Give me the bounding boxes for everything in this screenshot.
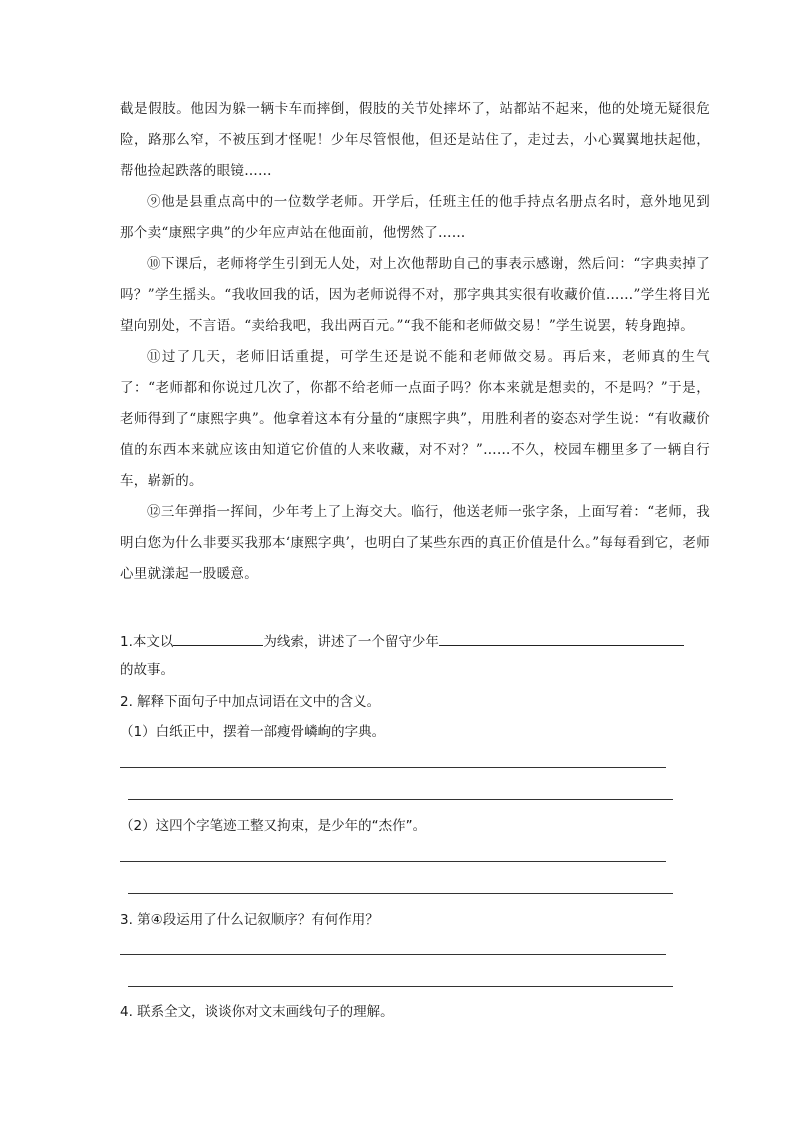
answer-line[interactable] <box>128 799 673 800</box>
answer-line[interactable] <box>120 767 666 768</box>
question-1-prefix: 1.本文以 <box>120 634 174 650</box>
answer-line[interactable] <box>128 893 673 894</box>
question-2-part-2: （2）这四个字笔迹工整又拘束，是少年的“杰作”。 <box>120 818 427 834</box>
question-1 <box>120 628 720 684</box>
reading-passage <box>120 94 710 590</box>
answer-line[interactable] <box>120 861 666 862</box>
paragraph-10: ⑩下课后，老师将学生引到无人处，对上次他帮助自己的事表示感谢，然后问：“字典卖掉了吗？”学生摇头。“我收回我的话，因为老师说得不对，那字典其实很有收藏价值……”学生将目光望向别处，不言语。“卖给我吧，我出两百元。”“我不能和老师做交易！”学生说罢，转身跑掉。 <box>120 256 710 334</box>
answer-blank-clue[interactable] <box>173 631 263 646</box>
question-2: 2. 解释下面句子中加点词语在文中的含义。 <box>120 694 381 710</box>
answer-line[interactable] <box>128 986 673 987</box>
question-1-middle: 为线索，讲述了一个留守少年 <box>263 634 439 650</box>
question-2-part-1: （1）白纸正中，摆着一部瘦骨嶙峋的字典。 <box>120 724 386 740</box>
answer-line[interactable] <box>120 954 666 955</box>
paragraph-9: ⑨他是县重点高中的一位数学老师。开学后，任班主任的他手持点名册点名时，意外地见到那个卖“康熙字典”的少年应声站在他面前，他愣然了…… <box>120 194 710 241</box>
answer-blank-story[interactable] <box>439 631 684 646</box>
paragraph-12: ⑫三年弹指一挥间，少年考上了上海交大。临行，他送老师一张字条，上面写着：“老师，我明白您为什么非要买我那本‘康熙字典’，也明白了某些东西的真正价值是什么。”每每看到它，老师心里就漾起一股暖意。 <box>120 504 710 582</box>
paragraph-continued: 截是假肢。他因为躲一辆卡车而摔倒，假肢的关节处摔坏了，站都站不起来，他的处境无疑很危险，路那么窄，不被压到才怪呢！少年尽管恨他，但还是站住了，走过去，小心翼翼地扶起他，帮他捡起跌落的眼镜…… <box>120 101 710 179</box>
question-1-suffix: 的故事。 <box>120 662 174 678</box>
paragraph-11: ⑪过了几天，老师旧话重提，可学生还是说不能和老师做交易。再后来，老师真的生气了：“老师都和你说过几次了，你都不给老师一点面子吗？你本来就是想卖的，不是吗？”于是，老师得到了“康熙字典”。他拿着这本有分量的“康熙字典”，用胜利者的姿态对学生说：“有收藏价值的东西本来就应该由知道它价值的人来收藏，对不对？”……不久，校园车棚里多了一辆自行车，崭新的。 <box>120 349 710 489</box>
question-4: 4. 联系全文，谈谈你对文末画线句子的理解。 <box>120 1004 394 1020</box>
question-3: 3. 第④段运用了什么记叙顺序？有何作用？ <box>120 912 379 928</box>
